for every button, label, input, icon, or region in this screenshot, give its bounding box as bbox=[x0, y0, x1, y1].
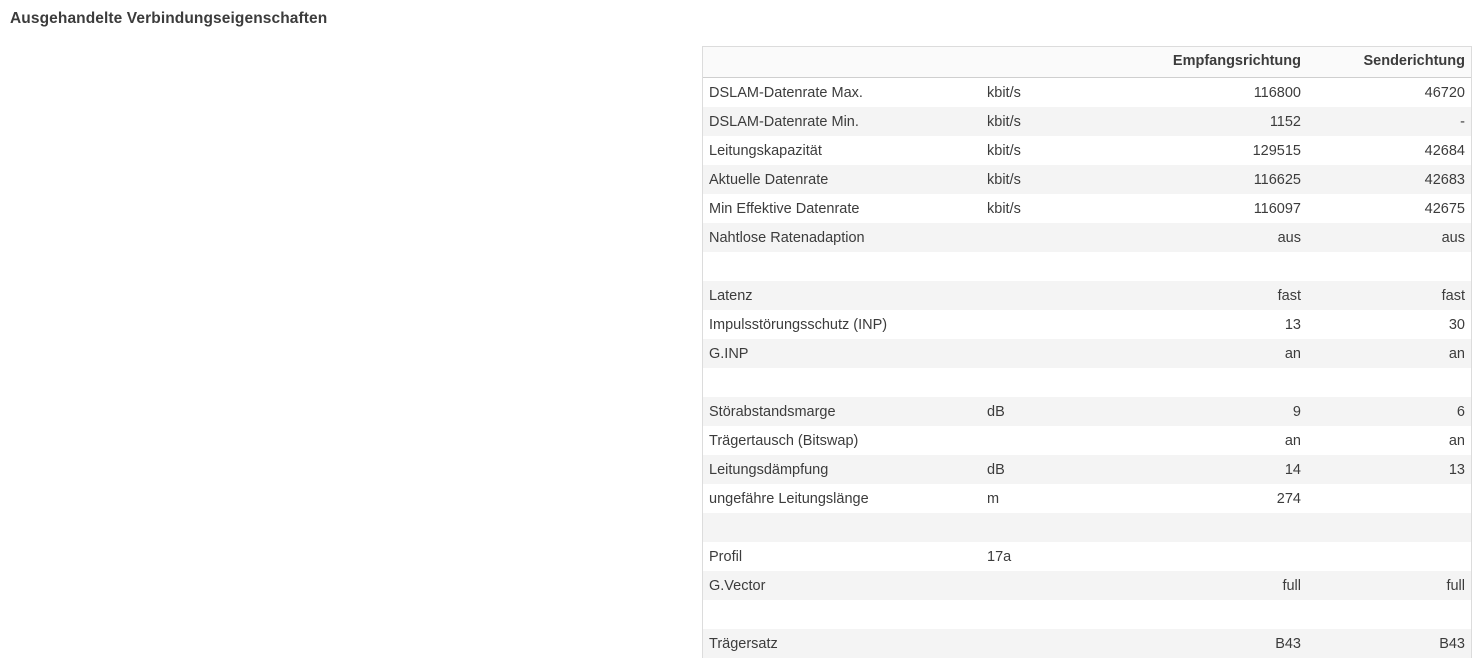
cell-unit: kbit/s bbox=[981, 78, 1141, 108]
cell-downstream-value: 116800 bbox=[1141, 78, 1307, 108]
cell-property-label: G.Vector bbox=[703, 571, 981, 600]
cell-unit: dB bbox=[981, 455, 1141, 484]
cell-downstream-value bbox=[1141, 252, 1307, 281]
cell-property-label: Profil bbox=[703, 542, 981, 571]
cell-property-label: Min Effektive Datenrate bbox=[703, 194, 981, 223]
cell-upstream-value: 42683 bbox=[1307, 165, 1471, 194]
cell-unit bbox=[981, 571, 1141, 600]
cell-upstream-value bbox=[1307, 368, 1471, 397]
cell-upstream-value bbox=[1307, 252, 1471, 281]
table-row bbox=[703, 136, 1471, 165]
cell-property-label: DSLAM-Datenrate Max. bbox=[703, 78, 981, 108]
table-row bbox=[703, 310, 1471, 339]
cell-unit: kbit/s bbox=[981, 107, 1141, 136]
cell-downstream-value: 116097 bbox=[1141, 194, 1307, 223]
cell-property-label: Impulsstörungsschutz (INP) bbox=[703, 310, 981, 339]
table-row bbox=[703, 281, 1471, 310]
cell-upstream-value: fast bbox=[1307, 281, 1471, 310]
cell-property-label: G.INP bbox=[703, 339, 981, 368]
table-row bbox=[703, 455, 1471, 484]
cell-downstream-value bbox=[1141, 542, 1307, 571]
cell-property-label bbox=[703, 513, 981, 542]
table-row bbox=[703, 165, 1471, 194]
cell-property-label: Latenz bbox=[703, 281, 981, 310]
cell-upstream-value bbox=[1307, 542, 1471, 571]
table-row bbox=[703, 78, 1471, 108]
cell-downstream-value bbox=[1141, 600, 1307, 629]
cell-downstream-value: an bbox=[1141, 426, 1307, 455]
cell-downstream-value: 274 bbox=[1141, 484, 1307, 513]
table-row bbox=[703, 107, 1471, 136]
cell-unit bbox=[981, 223, 1141, 252]
cell-unit: 17a bbox=[981, 542, 1141, 571]
table-row bbox=[703, 194, 1471, 223]
cell-upstream-value: 46720 bbox=[1307, 78, 1471, 108]
cell-property-label: Leitungsdämpfung bbox=[703, 455, 981, 484]
cell-upstream-value: 42675 bbox=[1307, 194, 1471, 223]
cell-downstream-value: 129515 bbox=[1141, 136, 1307, 165]
cell-unit bbox=[981, 600, 1141, 629]
cell-property-label: ungefähre Leitungslänge bbox=[703, 484, 981, 513]
page-title: Ausgehandelte Verbindungseigenschaften bbox=[10, 10, 328, 27]
table-row bbox=[703, 571, 1471, 600]
cell-downstream-value bbox=[1141, 513, 1307, 542]
cell-property-label: DSLAM-Datenrate Min. bbox=[703, 107, 981, 136]
cell-property-label: Nahtlose Ratenadaption bbox=[703, 223, 981, 252]
cell-property-label bbox=[703, 252, 981, 281]
cell-downstream-value bbox=[1141, 368, 1307, 397]
table-body bbox=[703, 78, 1471, 659]
table-spacer-row bbox=[703, 252, 1471, 281]
column-header-upstream: Senderichtung bbox=[1307, 47, 1471, 78]
cell-downstream-value: 9 bbox=[1141, 397, 1307, 426]
cell-upstream-value: an bbox=[1307, 339, 1471, 368]
cell-upstream-value: aus bbox=[1307, 223, 1471, 252]
cell-downstream-value: 116625 bbox=[1141, 165, 1307, 194]
cell-downstream-value: 13 bbox=[1141, 310, 1307, 339]
cell-unit: kbit/s bbox=[981, 165, 1141, 194]
cell-upstream-value: an bbox=[1307, 426, 1471, 455]
cell-upstream-value bbox=[1307, 513, 1471, 542]
cell-unit bbox=[981, 368, 1141, 397]
cell-downstream-value: full bbox=[1141, 571, 1307, 600]
table-spacer-row bbox=[703, 600, 1471, 629]
cell-upstream-value: 13 bbox=[1307, 455, 1471, 484]
cell-downstream-value: aus bbox=[1141, 223, 1307, 252]
table-spacer-row bbox=[703, 368, 1471, 397]
cell-downstream-value: an bbox=[1141, 339, 1307, 368]
cell-unit bbox=[981, 281, 1141, 310]
table-row bbox=[703, 397, 1471, 426]
table-row bbox=[703, 484, 1471, 513]
cell-unit: dB bbox=[981, 397, 1141, 426]
cell-downstream-value: B43 bbox=[1141, 629, 1307, 658]
cell-property-label: Trägersatz bbox=[703, 629, 981, 658]
table-row bbox=[703, 629, 1471, 658]
cell-unit bbox=[981, 629, 1141, 658]
cell-upstream-value: - bbox=[1307, 107, 1471, 136]
connection-properties-table-container bbox=[702, 46, 1472, 658]
cell-upstream-value: B43 bbox=[1307, 629, 1471, 658]
cell-property-label: Aktuelle Datenrate bbox=[703, 165, 981, 194]
cell-upstream-value: full bbox=[1307, 571, 1471, 600]
column-header-downstream: Empfangsrichtung bbox=[1141, 47, 1307, 78]
cell-upstream-value: 30 bbox=[1307, 310, 1471, 339]
cell-unit bbox=[981, 513, 1141, 542]
cell-unit bbox=[981, 252, 1141, 281]
table-row bbox=[703, 339, 1471, 368]
cell-property-label: Leitungskapazität bbox=[703, 136, 981, 165]
cell-unit bbox=[981, 339, 1141, 368]
cell-unit: kbit/s bbox=[981, 194, 1141, 223]
table-row bbox=[703, 542, 1471, 571]
cell-property-label bbox=[703, 368, 981, 397]
table-spacer-row bbox=[703, 513, 1471, 542]
cell-downstream-value: fast bbox=[1141, 281, 1307, 310]
cell-unit: kbit/s bbox=[981, 136, 1141, 165]
cell-unit bbox=[981, 310, 1141, 339]
column-header-unit bbox=[981, 47, 1141, 78]
cell-property-label: Störabstandsmarge bbox=[703, 397, 981, 426]
cell-upstream-value bbox=[1307, 600, 1471, 629]
cell-unit bbox=[981, 426, 1141, 455]
table-row bbox=[703, 223, 1471, 252]
table-row bbox=[703, 426, 1471, 455]
cell-unit: m bbox=[981, 484, 1141, 513]
table-header-row bbox=[703, 47, 1471, 78]
cell-downstream-value: 14 bbox=[1141, 455, 1307, 484]
column-header-property bbox=[703, 47, 981, 78]
cell-upstream-value: 6 bbox=[1307, 397, 1471, 426]
cell-property-label: Trägertausch (Bitswap) bbox=[703, 426, 981, 455]
cell-upstream-value bbox=[1307, 484, 1471, 513]
cell-property-label bbox=[703, 600, 981, 629]
cell-downstream-value: 1152 bbox=[1141, 107, 1307, 136]
connection-properties-table bbox=[703, 47, 1471, 658]
cell-upstream-value: 42684 bbox=[1307, 136, 1471, 165]
table-header bbox=[703, 47, 1471, 78]
